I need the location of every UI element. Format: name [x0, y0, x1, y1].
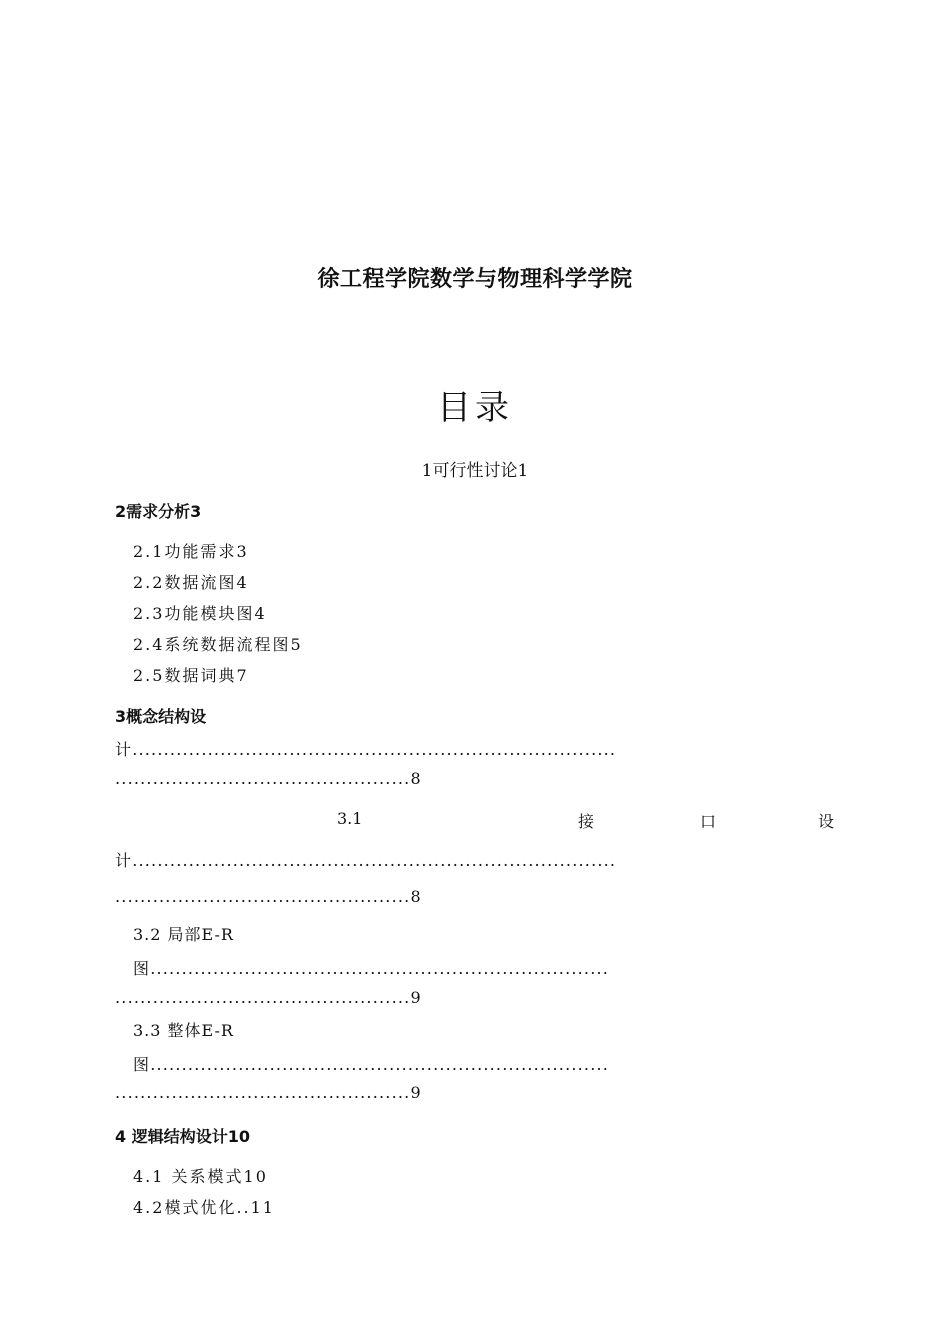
toc-entry-4-1[interactable]: 4.1 关系模式10: [133, 1167, 268, 1186]
toc-entry-3-3-leader-line2: ...............................................9: [115, 1083, 422, 1102]
toc-entry-3-3[interactable]: 3.3 整体E-R: [133, 1021, 234, 1040]
toc-entry-3-2[interactable]: 3.2 局部E-R: [133, 925, 234, 944]
toc-entry-2[interactable]: [115, 499, 201, 522]
toc-entry-1[interactable]: 1可行性讨论1: [421, 461, 529, 481]
toc-entry-3-1-char2: 口: [700, 812, 717, 831]
toc-entry-3-label: 3概念结构设: [115, 707, 207, 726]
toc-entry-4[interactable]: [115, 1124, 250, 1147]
toc-entry-3-1-number[interactable]: 3.1: [337, 809, 363, 828]
toc-entry-3-1-leader-line2: ...............................................8: [115, 887, 422, 906]
toc-entry-3-1-leader-line1: 计.............................................................................: [115, 851, 617, 870]
toc-entry-3-1-char3: 设: [818, 812, 835, 831]
institution-name: 徐工程学院数学与物理科学学院: [317, 267, 633, 292]
toc-entry-3-2-leader-line2: ...............................................9: [115, 988, 422, 1007]
toc-entry-3-1-char1: 接: [578, 812, 595, 831]
toc-entry-2-5[interactable]: 2.5数据词典7: [133, 666, 249, 685]
toc-entry-3-2-leader-line1: 图.........................................................................: [133, 959, 610, 978]
toc-entry-3-3-leader-line1: 图.........................................................................: [133, 1055, 610, 1074]
toc-entry-2-4[interactable]: 2.4系统数据流程图5: [133, 635, 303, 654]
toc-entry-4-2[interactable]: 4.2模式优化..11: [133, 1198, 275, 1217]
toc-entry-3-leader-line1: 计.............................................................................: [115, 740, 617, 759]
toc-entry-2-label: 2需求分析3: [115, 502, 202, 521]
toc-entry-2-1[interactable]: 2.1功能需求3: [133, 542, 249, 561]
toc-entry-4-label: 4 逻辑结构设计10: [115, 1127, 250, 1146]
toc-entry-3[interactable]: [115, 704, 206, 727]
toc-entry-2-3[interactable]: 2.3功能模块图4: [133, 604, 267, 623]
toc-entry-2-2[interactable]: 2.2数据流图4: [133, 573, 249, 592]
toc-title: 目录: [437, 388, 513, 428]
toc-entry-3-leader-line2: ...............................................8: [115, 769, 422, 788]
